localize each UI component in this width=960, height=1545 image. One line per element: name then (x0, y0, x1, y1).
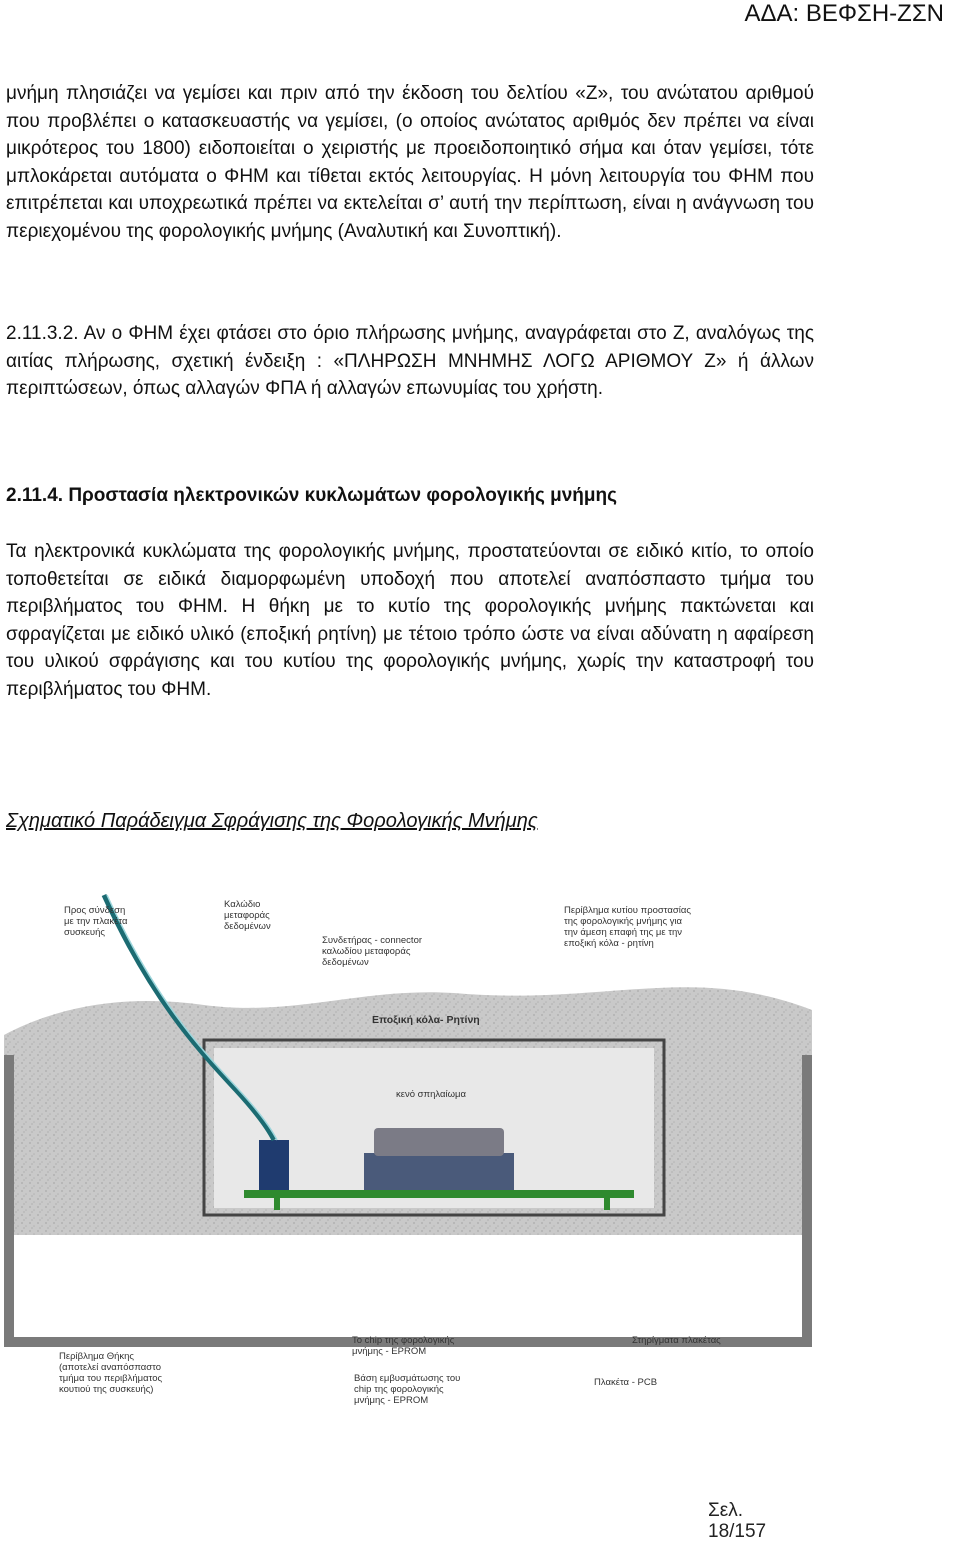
sealing-diagram (4, 885, 812, 1433)
svg-text:εποξική κόλα - ρητίνη: εποξική κόλα - ρητίνη (564, 938, 654, 949)
paragraph-memory-full: μνήμη πλησιάζει να γεμίσει και πριν από την έκδοση του δελτίου «Ζ», του ανώτατου αριθμού που προβλέπει ο κατασκευαστής να γεμίσει, (ο οποίος ανώτατος αριθμός δεν πρέπει να είναι μικρότερος του 1800) ειδοποιείται ο χειριστής με προειδοποιητικό σήμα και όταν γεμίσει, τότε μπλοκάρεται αυτόματα ο ΦΗΜ και τίθεται εκτός λειτουργίας. Η μόνη λειτουργία του ΦΗΜ που επιτρέπεται και υποχρεωτικά πρέπει να εκτελείται σ’ αυτή την περίπτωση, είναι η ανάγνωση του περιεχομένου της φορολογικής μνήμης (Αναλυτική και Συνοπτική). (6, 83, 814, 242)
chip-socket (364, 1153, 514, 1190)
svg-text:μνήμης - EPROM: μνήμης - EPROM (354, 1395, 429, 1406)
svg-text:την άμεση επαφή της με την: την άμεση επαφή της με την (564, 927, 683, 938)
svg-text:Προς σύνδεση: Προς σύνδεση (64, 905, 126, 916)
section-heading-2-11-4: 2.11.4. Προστασία ηλεκτρονικών κυκλωμάτων φορολογικής μνήμης (6, 485, 618, 506)
housing-left-wall (4, 1055, 14, 1345)
svg-text:τμήμα του περιβλήματος: τμήμα του περιβλήματος (59, 1373, 163, 1384)
svg-text:Καλώδιο: Καλώδιο (224, 899, 261, 910)
svg-text:της φορολογικής μνήμης για: της φορολογικής μνήμης για (564, 916, 683, 927)
label-socket (354, 1373, 460, 1406)
paragraph-protection: Τα ηλεκτρονικά κυκλώματα της φορολογικής μνήμης, προστατεύονται σε ειδικό κιτίο, το οποίο τοποθετείται σε ειδικά διαμορφωμένη υποδοχή που αποτελεί αναπόσπαστο τμήμα του περιβλήματος του ΦΗΜ. Η θήκη με το κυτίο της φορολογικής μνήμης πακτώνεται και σφραγίζεται με ειδικό υλικό (εποξική ρητίνη) με τέτοιο τρόπο ώστε να είναι αδύνατη η αφαίρεση του υλικού σφράγισης και του κυτίου της φορολογικής μνήμης, χωρίς την καταστροφή του περιβλήματος του ΦΗΜ. (6, 541, 814, 700)
label-epoxy: Εποξική κόλα- Ρητίνη (372, 1014, 480, 1026)
paragraph-2-11-3-2: 2.11.3.2. Αν ο ΦΗΜ έχει φτάσει στο όριο πλήρωσης μνήμης, αναγράφεται στο Ζ, αναλόγως της αιτίας πλήρωσης, σχετική ένδειξη : «ΠΛΗΡΩΣΗ ΜΝΗΜΗΣ ΛΟΓΩ ΑΡΙΘΜΟΥ Ζ» ή άλλων περιπτώσεων, όπως αλλαγών ΦΠΑ ή αλλαγών επωνυμίας του χρήστη. (6, 323, 814, 399)
label-connector (322, 935, 422, 968)
label-pcb: Πλακέτα - PCB (594, 1377, 658, 1388)
svg-text:δεδομένων: δεδομένων (322, 957, 369, 968)
pcb-support-right (604, 1198, 610, 1210)
svg-text:Το chip της φορολογικής: Το chip της φορολογικής (352, 1335, 455, 1346)
svg-text:Περίβλημα κυτίου προστασίας: Περίβλημα κυτίου προστασίας (564, 905, 691, 916)
svg-text:κουτιού της συσκευής): κουτιού της συσκευής) (59, 1384, 154, 1395)
page-number: 18/157 (708, 1521, 767, 1542)
svg-text:μνήμης - EPROM: μνήμης - EPROM (352, 1346, 427, 1357)
eprom-chip (374, 1128, 504, 1156)
svg-text:(αποτελεί αναπόσπαστο: (αποτελεί αναπόσπαστο (59, 1362, 162, 1373)
connector (259, 1140, 289, 1190)
label-supports: Στηρίγματα πλακέτας (632, 1335, 721, 1346)
svg-text:Συνδετήρας - connector: Συνδετήρας - connector (322, 935, 423, 946)
svg-text:δεδομένων: δεδομένων (224, 921, 271, 932)
label-data-cable (224, 899, 271, 932)
document-id: ΑΔΑ: ΒΕΦΣΗ-ΖΣΝ (744, 0, 944, 27)
label-housing (59, 1351, 163, 1395)
svg-text:chip της φορολογικής: chip της φορολογικής (354, 1384, 444, 1395)
pcb-board (244, 1190, 634, 1198)
housing-right-wall (802, 1055, 812, 1345)
figure-caption: Σχηματικό Παράδειγμα Σφράγισης της Φορολογικής Μνήμης (6, 810, 538, 832)
svg-text:καλωδίου μεταφοράς: καλωδίου μεταφοράς (322, 946, 411, 957)
pcb-support-left (274, 1198, 280, 1210)
label-case-cover (564, 905, 691, 949)
svg-text:μεταφοράς: μεταφοράς (224, 910, 270, 921)
label-device-connection (64, 905, 128, 938)
svg-text:συσκευής: συσκευής (64, 927, 105, 938)
svg-text:Βάση εμβυσμάτωσης του: Βάση εμβυσμάτωσης του (354, 1373, 461, 1384)
page-label: Σελ. (708, 1500, 743, 1521)
svg-text:Περίβλημα Θήκης: Περίβλημα Θήκης (59, 1351, 134, 1362)
svg-text:με την πλακέτα: με την πλακέτα (64, 916, 128, 927)
label-empty-space: κενό σπηλαίωμα (396, 1089, 466, 1100)
